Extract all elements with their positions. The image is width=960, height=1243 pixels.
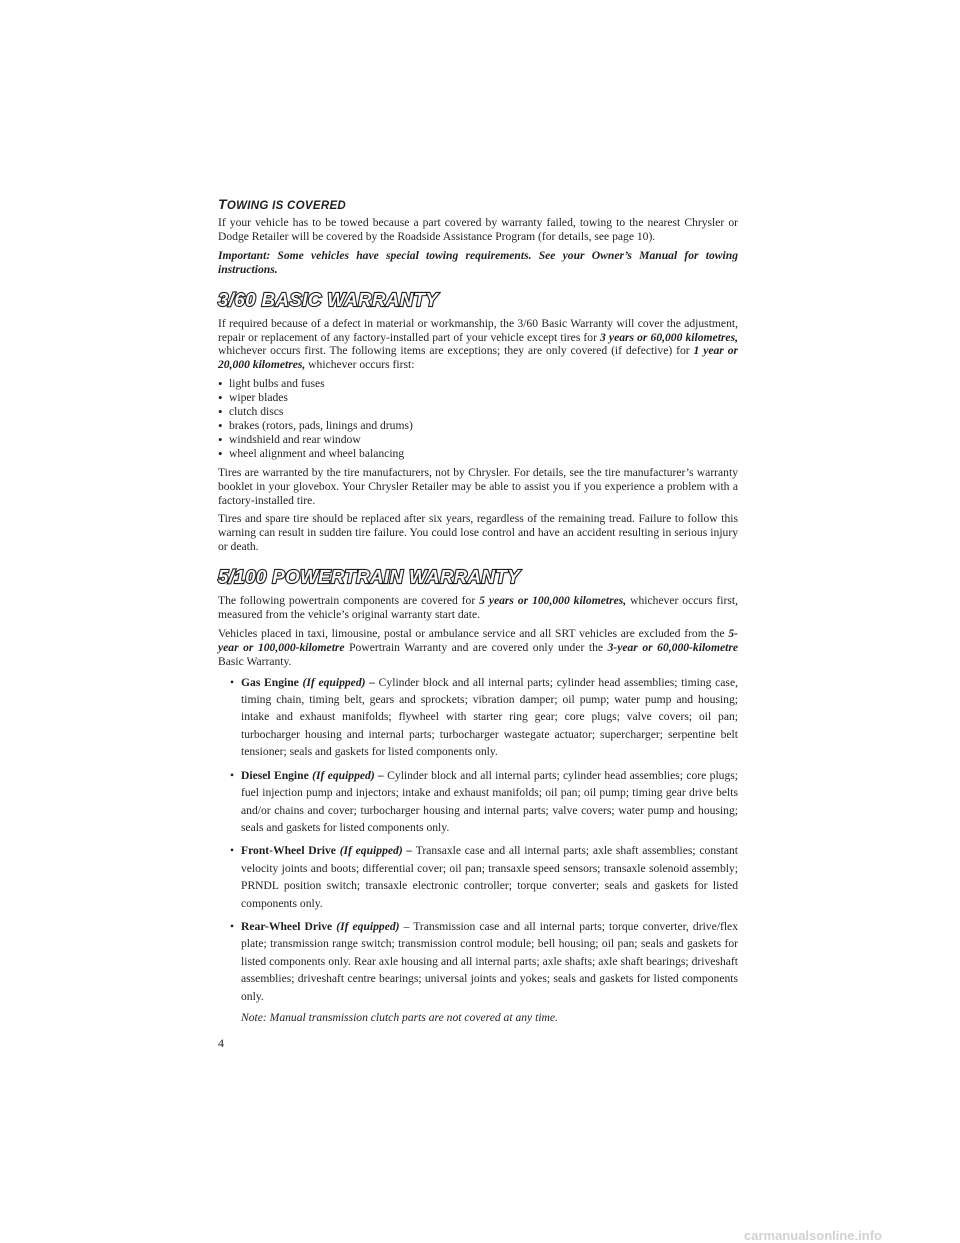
list-item-diesel-engine: • Diesel Engine (If equipped) – Cylinder block and all internal parts; cylinder head assemblies; core plugs; fuel injection pump and injectors; intake and exhaust manifolds; oil pan; oil pump; timing gear drive belts and/or chains and cover; turbocharger housing and internal parts; valve covers; water pump and housing; seals and gaskets for listed components only. <box>230 768 738 834</box>
basic-warranty-heading: 3/60 BASIC WARRANTY <box>218 288 439 310</box>
content-column <box>218 196 738 1030</box>
basic-intro: If required because of a defect in material or workmanship, the 3/60 Basic Warranty will cover the adjustment, repair or replacement of any factory-installed part of your vehicle except tires for 3 years or 60,000 kilometres, whichever occurs first. The following items are exceptions; they are only covered (if defective) for 1 year or 20,000 kilometres, whichever occurs first: <box>218 316 738 372</box>
spare-tire-paragraph: Tires and spare tire should be replaced after six years, regardless of the remaining tread. Failure to follow this warning can result in sudden tire failure. You could lose control and have an accident resulting in serious injury or death. <box>218 512 738 554</box>
list-item: • wiper blades <box>218 391 738 405</box>
watermark: carmanualsonline.info <box>744 1228 882 1243</box>
clutch-note: Note: Manual transmission clutch parts are not covered at any time. <box>241 1010 558 1024</box>
list-item: • wheel alignment and wheel balancing <box>218 447 738 461</box>
tires-paragraph: Tires are warranted by the tire manufacturers, not by Chrysler. For details, see the tire manufacturer’s warranty booklet in your glovebox. Your Chrysler Retailer may be able to assist you if you experience a problem with a factory-installed tire. <box>218 465 738 507</box>
list-item-gas-engine: • Gas Engine (If equipped) – Cylinder block and all internal parts; cylinder head assemblies; timing case, timing chain, timing belt, gears and sprockets; vibration damper; oil pump; water pump and housing; intake and exhaust manifolds; flywheel with starter ring gear; core plugs; valve covers; oil pan; turbocharger housing and internal parts; turbocharger wastegate actuator; supercharger; serpentine belt tensioner; seals and gaskets for listed components only. <box>230 675 738 759</box>
towing-heading: TOWING IS COVERED <box>218 196 347 212</box>
list-item: • clutch discs <box>218 405 738 419</box>
powertrain-components-list <box>218 674 738 1005</box>
towing-body: If your vehicle has to be towed because a part covered by warranty failed, towing to the nearest Chrysler or Dodge Retailer will be covered by the Roadside Assistance Program (for details, see page 10). <box>218 216 738 243</box>
exceptions-list <box>218 377 738 460</box>
powertrain-warranty-heading: 5/100 POWERTRAIN WARRANTY <box>218 566 521 588</box>
page-number: 4 <box>218 1036 224 1050</box>
list-item: • windshield and rear window <box>218 433 738 447</box>
list-item-rear-wheel-drive: • Rear-Wheel Drive (If equipped) – Transmission case and all internal parts; torque converter, drive/flex plate; transmission range switch; transmission control module; bell housing; oil pan; seals and gaskets for listed components only. Rear axle housing and all internal parts; axle shafts; axle shaft bearings; driveshaft assemblies; driveshaft centre bearings; universal joints and yokes; seals and gaskets for listed components only. <box>230 919 738 1003</box>
list-item: • brakes (rotors, pads, linings and drums) <box>218 419 738 433</box>
powertrain-coverage: The following powertrain components are covered for 5 years or 100,000 kilometres, whichever occurs first, measured from the vehicle’s original warranty start date. <box>218 594 739 622</box>
list-item: • light bulbs and fuses <box>218 377 738 391</box>
powertrain-exclusions: Vehicles placed in taxi, limousine, postal or ambulance service and all SRT vehicles are excluded from the 5-year or 100,000-kilometre Powertrain Warranty and are covered only under the 3-year or 60,000-kilometre Basic Warranty. <box>218 626 739 668</box>
list-item-front-wheel-drive: • Front-Wheel Drive (If equipped) – Transaxle case and all internal parts; axle shaft assemblies; constant velocity joints and boots; differential cover; oil pan; transaxle speed sensors; transaxle solenoid assembly; PRNDL position switch; transaxle electronic controller; torque converter; seals and gaskets for listed components only. <box>230 844 739 910</box>
towing-important: Important: Some vehicles have special towing requirements. See your Owner’s Manual for towing instructions. <box>218 248 738 276</box>
